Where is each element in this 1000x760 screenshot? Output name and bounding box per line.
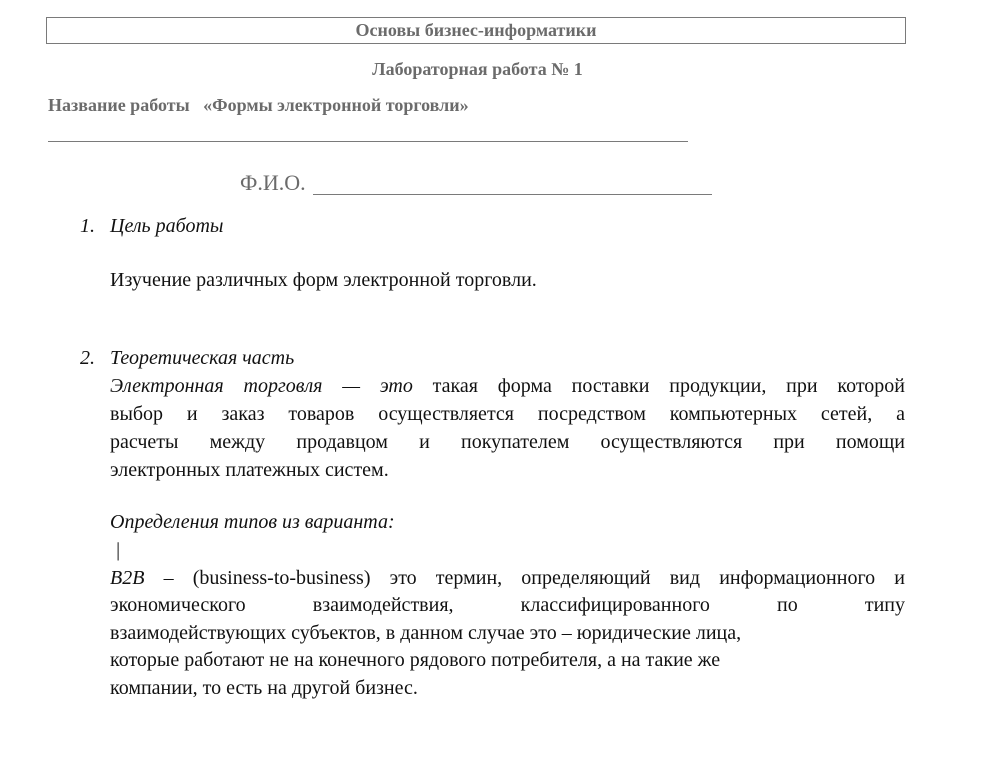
paragraph-line: электронных платежных систем. [110, 459, 389, 481]
paragraph-text: такая форма поставки продукции, при которой [432, 375, 905, 397]
definition-line: компании, то есть на другой бизнес. [110, 677, 418, 699]
paragraph-line: выбор и заказ товаров осуществляется посредством компьютерных сетей, а [110, 403, 905, 425]
paragraph-line: расчеты между продавцом и покупателем осуществляются при помощи [110, 431, 905, 453]
section-1-text: Изучение различных форм электронной торговли. [110, 269, 537, 291]
definition-line: которые работают не на конечного рядового потребителя, а на такие же [110, 649, 721, 671]
definitions-heading: Определения типов из варианта: [110, 511, 395, 533]
text-cursor[interactable]: | [115, 539, 121, 561]
fio-line[interactable] [313, 194, 712, 195]
section-1-number: 1. [80, 215, 95, 237]
section-2-title: Теоретическая часть [110, 347, 295, 369]
work-title-row [48, 92, 469, 118]
work-title-label: Название работы [48, 95, 190, 115]
definition-line: взаимодействующих субъектов, в данном случае это – юридические лица, [110, 622, 742, 644]
lab-title: Лабораторная работа № 1 [372, 59, 583, 79]
work-title: «Формы электронной торговли» [203, 95, 469, 115]
term-ecommerce: Электронная торговля — это [110, 375, 413, 397]
course-title-box [46, 17, 906, 44]
definition-line: экономического взаимодействия, классифицированного по типу [110, 594, 905, 616]
term-b2b: B2B [110, 567, 145, 589]
fio-label: Ф.И.О. [240, 170, 306, 195]
definition-text: – (business-to-business) это термин, определяющий вид информационного и [163, 567, 906, 589]
definition-line [110, 565, 905, 591]
course-title: Основы бизнес-информатики [355, 20, 597, 40]
section-2-number: 2. [80, 347, 95, 369]
section-1-title: Цель работы [110, 215, 224, 237]
paragraph-line [110, 373, 905, 399]
blank-line [48, 141, 688, 142]
